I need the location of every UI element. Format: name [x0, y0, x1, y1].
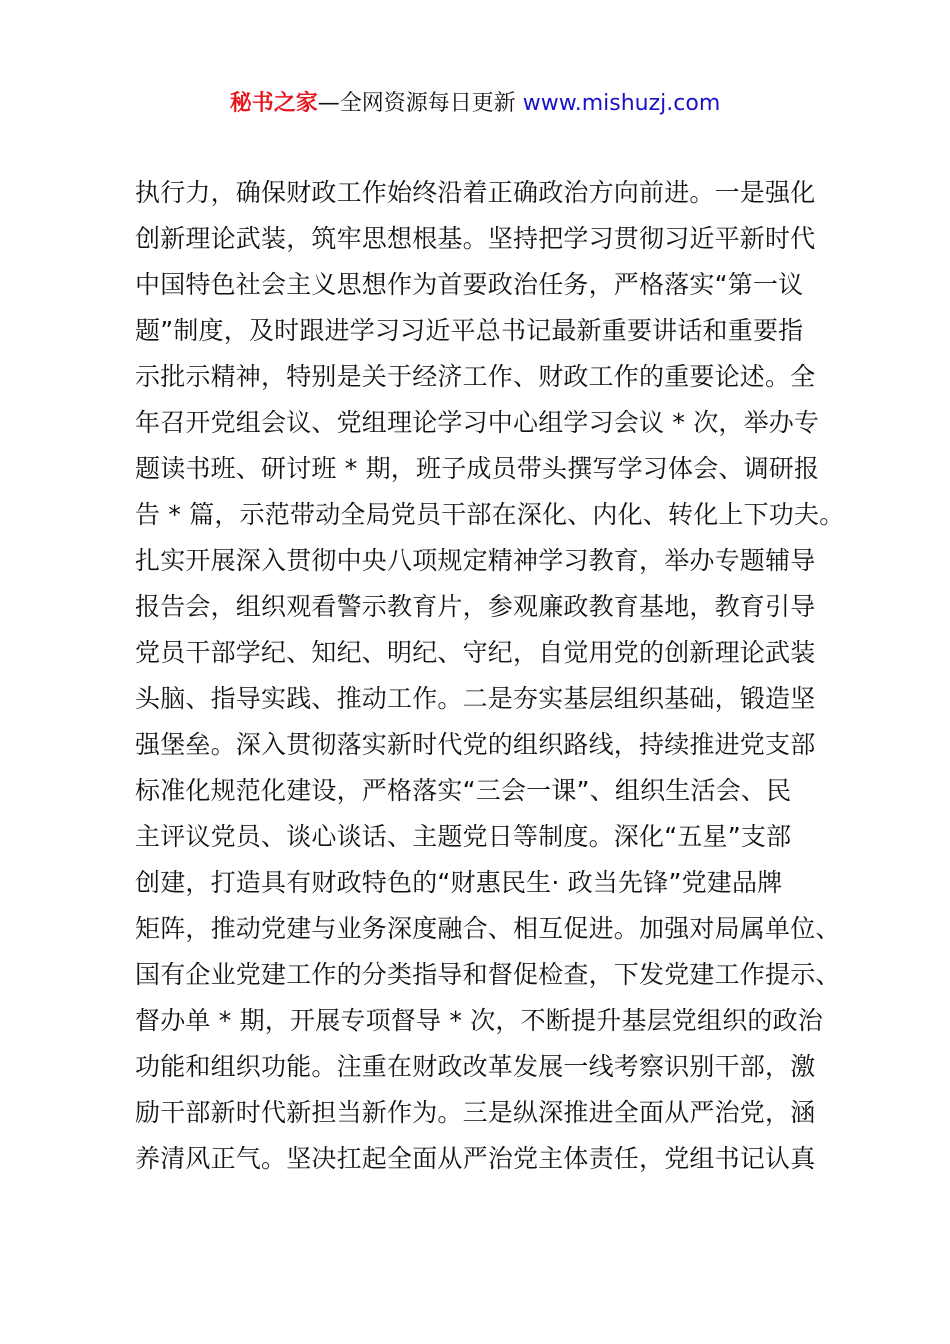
- text-line: 扎实开展深入贯彻中央八项规定精神学习教育，举办专题辅导: [135, 546, 816, 575]
- header-brand: 秘书之家: [229, 91, 318, 116]
- text-line: 党员干部学纪、知纪、明纪、守纪，自觉用党的创新理论武装: [135, 638, 816, 667]
- text-line: 督办单 * 期，开展专项督导 * 次，不断提升基层党组织的政治: [135, 1006, 823, 1035]
- text-line: 年召开党组会议、党组理论学习中心组学习会议 * 次，举办专: [135, 408, 820, 437]
- text-line: 主评议党员、谈心谈话、主题党日等制度。深化“五星”支部: [135, 822, 792, 851]
- header-slogan: —全网资源每日更新: [317, 91, 516, 116]
- text-line: 告 * 篇，示范带动全局党员干部在深化、内化、转化上下功夫。: [135, 500, 845, 529]
- text-line: 强堡垒。深入贯彻落实新时代党的组织路线，持续推进党支部: [135, 730, 816, 759]
- text-line: 示批示精神，特别是关于经济工作、财政工作的重要论述。全: [135, 362, 816, 391]
- text-line: 国有企业党建工作的分类指导和督促检查，下发党建工作提示、: [135, 960, 841, 989]
- body-text: [135, 170, 845, 1182]
- text-line: 头脑、指导实践、推动工作。二是夯实基层组织基础，锻造坚: [135, 684, 816, 713]
- text-line: 功能和组织功能。注重在财政改革发展一线考察识别干部，激: [135, 1052, 816, 1081]
- text-line: 执行力，确保财政工作始终沿着正确政治方向前进。一是强化: [135, 178, 816, 207]
- text-line: 创新理论武装，筑牢思想根基。坚持把学习贯彻习近平新时代: [135, 224, 816, 253]
- text-line: 题”制度，及时跟进学习习近平总书记最新重要讲话和重要指: [135, 316, 804, 345]
- text-line: 中国特色社会主义思想作为首要政治任务，严格落实“第一议: [135, 270, 804, 299]
- text-line: 题读书班、研讨班 * 期，班子成员带头撰写学习体会、调研报: [135, 454, 820, 483]
- header-url-link[interactable]: www.mishuzj.com: [522, 91, 721, 116]
- text-line: 励干部新时代新担当新作为。三是纵深推进全面从严治党，涵: [135, 1098, 816, 1127]
- text-line: 养清风正气。坚决扛起全面从严治党主体责任，党组书记认真: [135, 1144, 816, 1173]
- text-line: 矩阵，推动党建与业务深度融合、相互促进。加强对局属单位、: [135, 914, 841, 943]
- text-line: 报告会，组织观看警示教育片，参观廉政教育基地，教育引导: [135, 592, 816, 621]
- text-line: 创建，打造具有财政特色的“财惠民生· 政当先锋”党建品牌: [135, 868, 783, 897]
- page-header: [0, 84, 950, 124]
- text-line: 标准化规范化建设，严格落实“三会一课”、组织生活会、民: [135, 776, 792, 805]
